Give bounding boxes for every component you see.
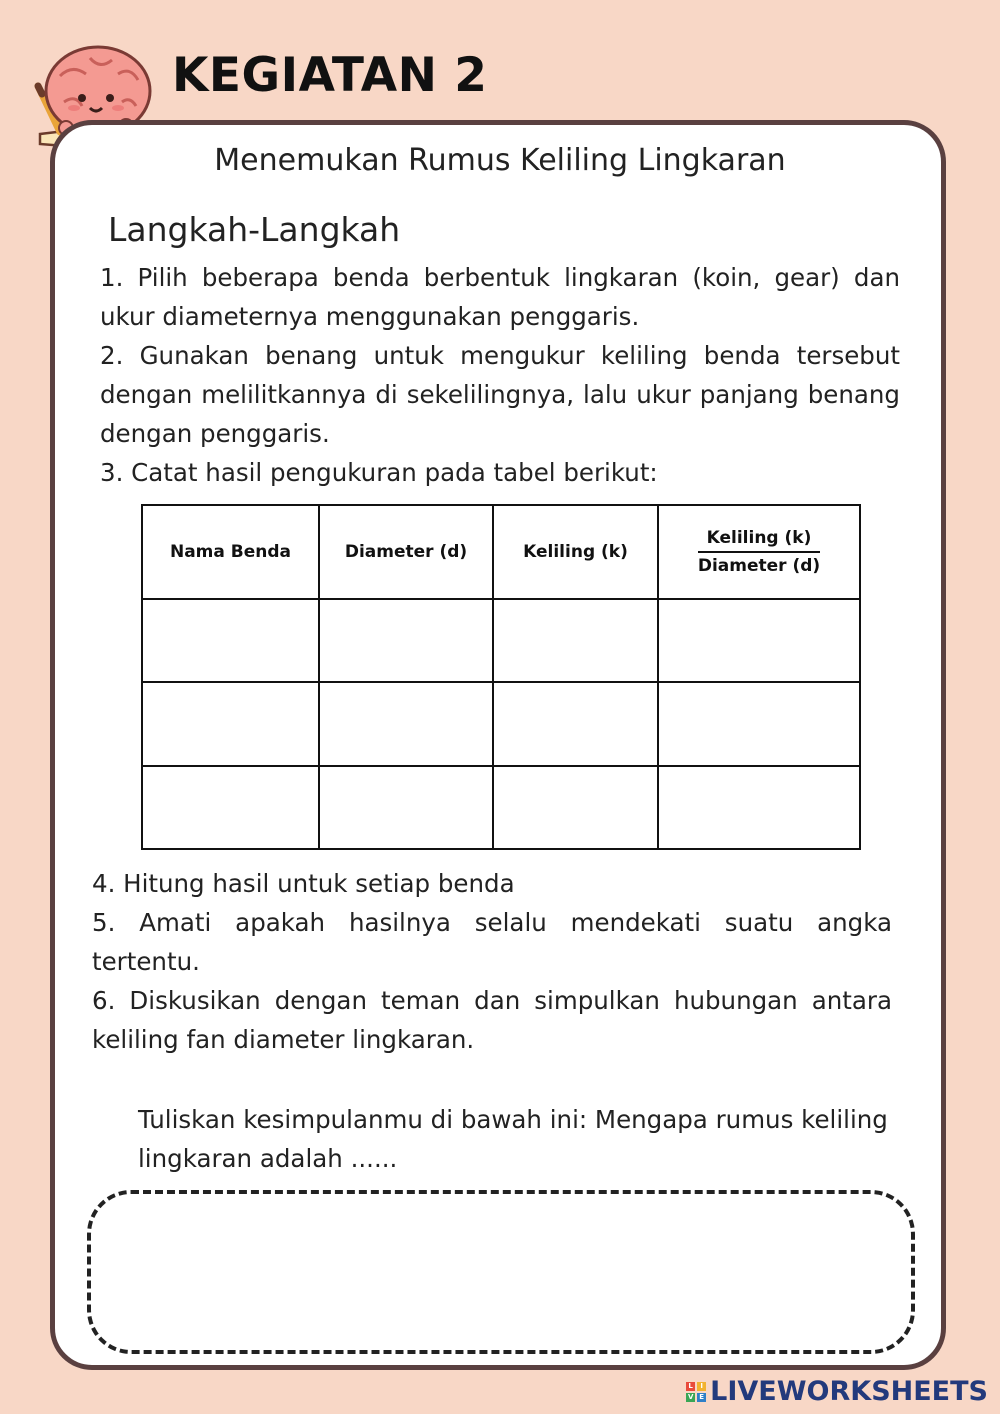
logo-letter: V (687, 1392, 694, 1401)
step-3-text: 3. Catat hasil pengukuran pada tabel berikut: (100, 458, 658, 487)
table-row (142, 682, 860, 765)
table-cell[interactable] (142, 682, 319, 765)
table-cell[interactable] (142, 766, 319, 849)
logo-letter: I (697, 1382, 706, 1391)
table-cell[interactable] (319, 599, 493, 682)
step-1-text: 1. Pilih beberapa benda berbentuk lingkaran (koin, gear) dan ukur diameternya menggunakan penggaris. (100, 263, 900, 331)
liveworksheets-logo (686, 1376, 988, 1407)
table-cell[interactable] (319, 766, 493, 849)
answer-box[interactable] (87, 1190, 915, 1354)
table-row (142, 766, 860, 849)
step-5-text: 5. Amati apakah hasilnya selalu mendekati suatu angka tertentu. (92, 908, 892, 976)
ratio-denominator: Diameter (d) (697, 556, 821, 576)
conclusion-prompt: Tuliskan kesimpulanmu di bawah ini: Mengapa rumus keliling lingkaran adalah ...... (138, 1105, 888, 1173)
brand-text: LIVEWORKSHEETS (710, 1376, 988, 1407)
page-title: KEGIATAN 2 (172, 48, 488, 103)
step-6-text: 6. Diskusikan dengan teman dan simpulkan hubungan antara keliling fan diameter lingkaran. (92, 986, 892, 1054)
liveworksheets-logo-icon (686, 1382, 706, 1402)
ratio-fraction (698, 525, 820, 579)
table-cell[interactable] (319, 682, 493, 765)
step-4-text: 4. Hitung hasil untuk setiap benda (92, 869, 515, 898)
table-header-row (142, 505, 860, 599)
step-2-text: 2. Gunakan benang untuk mengukur keliling benda tersebut dengan melilitkannya di sekelilingnya, lalu ukur panjang benang dengan penggaris. (100, 341, 900, 448)
header-nama-benda: Nama Benda (142, 505, 319, 599)
activity-subtitle: Menemukan Rumus Keliling Lingkaran (214, 143, 786, 178)
steps-heading: Langkah-Langkah (108, 210, 401, 249)
table-cell[interactable] (493, 766, 658, 849)
logo-letter: E (697, 1393, 706, 1402)
measurement-table (141, 504, 861, 850)
table-cell[interactable] (493, 599, 658, 682)
table-cell[interactable] (493, 682, 658, 765)
header-ratio (658, 505, 860, 599)
header-diameter: Diameter (d) (319, 505, 493, 599)
table-cell[interactable] (658, 599, 860, 682)
table-cell[interactable] (658, 766, 860, 849)
ratio-numerator: Keliling (k) (698, 525, 820, 553)
table-row (142, 599, 860, 682)
table-cell[interactable] (658, 682, 860, 765)
header-keliling: Keliling (k) (493, 505, 658, 599)
table-cell[interactable] (142, 599, 319, 682)
logo-letter: L (686, 1382, 695, 1391)
